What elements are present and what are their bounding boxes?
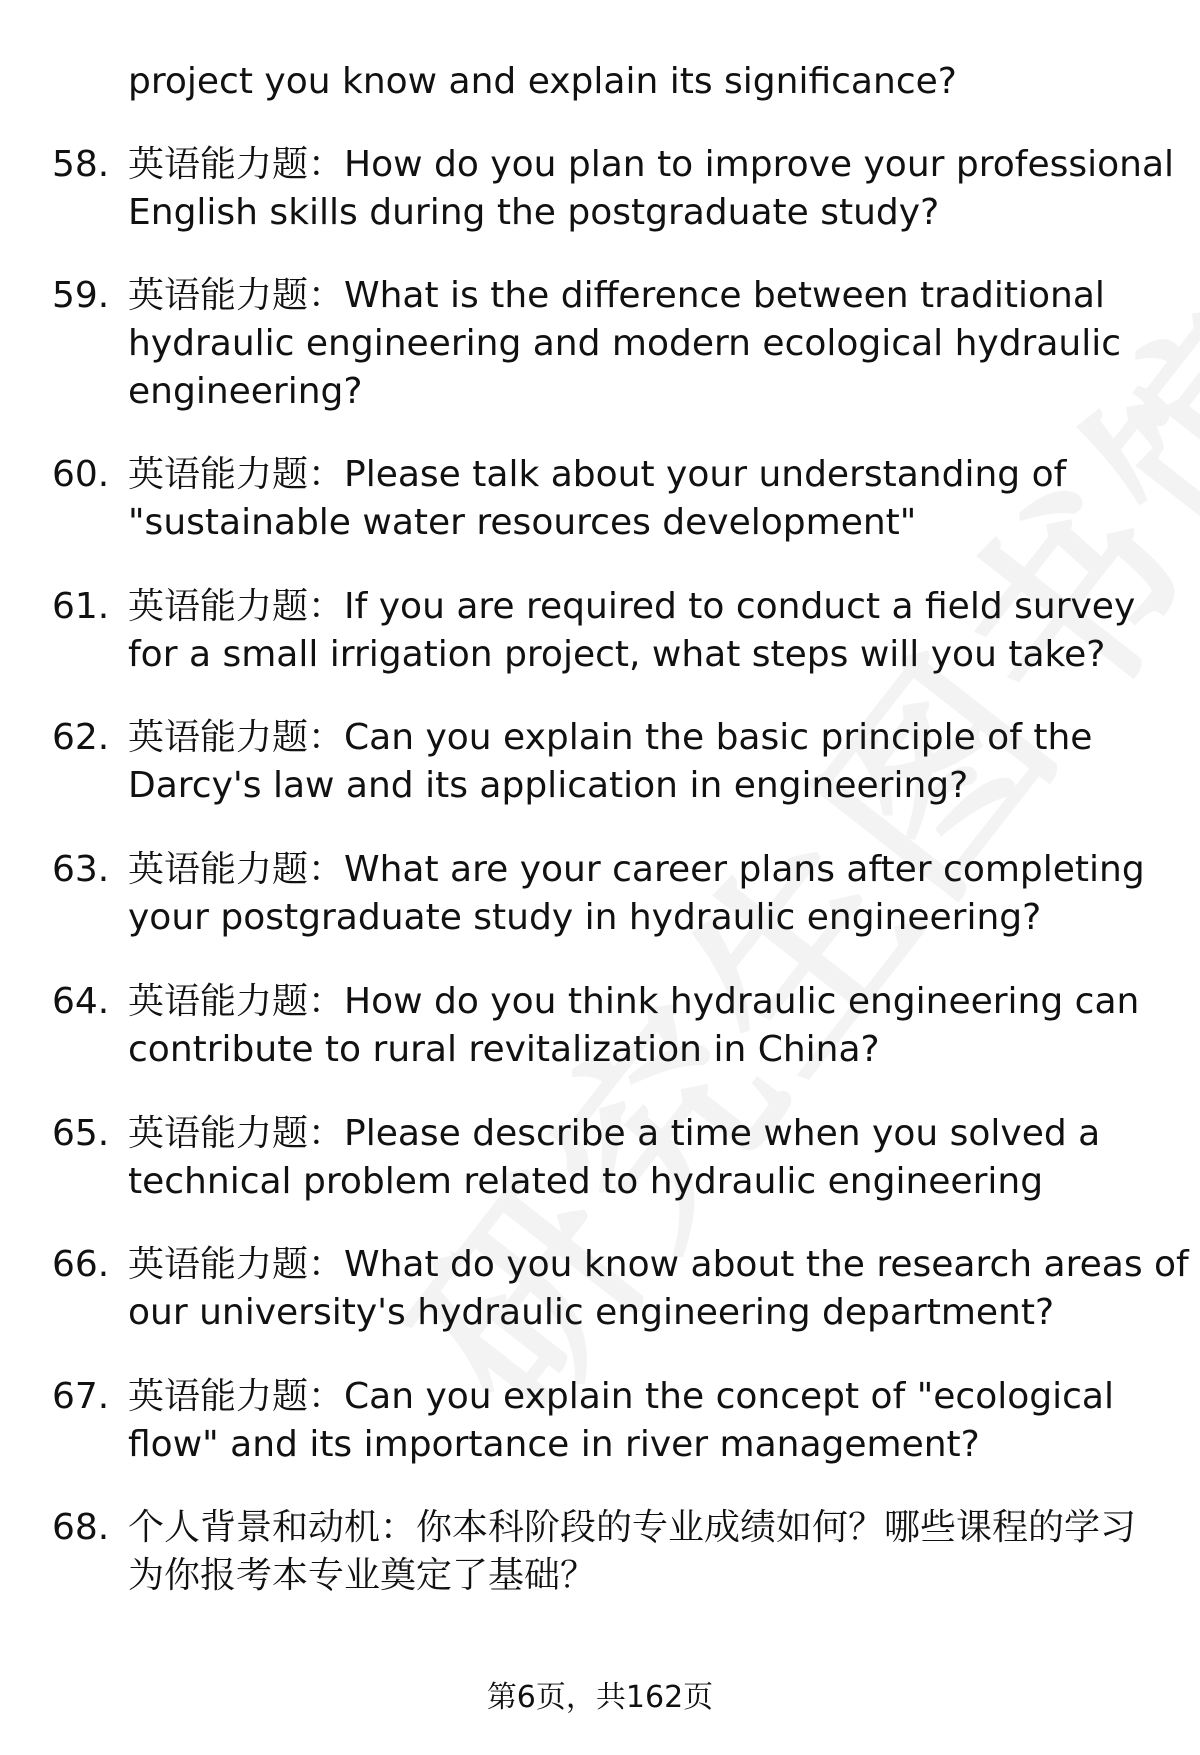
question-line: 英语能力题：Can you explain the basic principle of the [128,717,1093,758]
question-line: 英语能力题：Please describe a time when you solved a [128,1113,1101,1154]
question-item [52,1241,1189,1337]
question-line: 英语能力题：If you are required to conduct a field survey [128,586,1136,627]
question-line: our university's hydraulic engineering department? [128,1292,1055,1333]
question-number: 58. [52,144,110,185]
question-number: 68. [52,1507,110,1548]
question-line: 为你报考本专业奠定了基础？ [128,1555,597,1596]
question-item [52,714,1162,810]
question-item [52,1110,1162,1206]
question-line: 英语能力题：What is the difference between traditional [128,275,1105,316]
page-footer: 第6页，共162页 [486,1680,714,1715]
question-line: for a small irrigation project, what steps will you take? [128,634,1106,675]
question-line: "sustainable water resources development" [128,502,917,543]
question-number: 64. [52,981,110,1022]
question-item [52,846,1162,942]
question-line: 英语能力题：What do you know about the research areas of [128,1244,1189,1285]
question-item [52,451,1162,547]
question-line: English skills during the postgraduate study? [128,192,940,233]
question-number: 67. [52,1376,110,1417]
question-line: 个人背景和动机：你本科阶段的专业成绩如何？哪些课程的学习 [128,1507,1137,1548]
question-line: engineering? [128,371,363,412]
question-item [52,978,1162,1074]
question-line: Darcy's law and its application in engineering? [128,765,969,806]
continuation-line: project you know and explain its significance? [128,61,957,102]
question-line: hydraulic engineering and modern ecological hydraulic [128,323,1122,364]
question-number: 63. [52,849,110,890]
question-line: 英语能力题：Can you explain the concept of "ecological [128,1376,1114,1417]
question-line: your postgraduate study in hydraulic engineering? [128,897,1042,938]
question-number: 66. [52,1244,110,1285]
question-line: 英语能力题：How do you plan to improve your professional [128,144,1175,185]
question-item [52,583,1162,679]
question-line: 英语能力题：How do you think hydraulic engineering can [128,981,1140,1022]
question-number: 62. [52,717,110,758]
question-line: contribute to rural revitalization in China? [128,1029,880,1070]
question-line: 英语能力题：Please talk about your understanding of [128,454,1067,495]
question-line: technical problem related to hydraulic engineering [128,1161,1044,1202]
question-number: 61. [52,586,110,627]
question-number: 65. [52,1113,110,1154]
question-number: 60. [52,454,110,495]
question-line: 英语能力题：What are your career plans after completing [128,849,1145,890]
question-number: 59. [52,275,110,316]
question-item [52,272,1162,416]
question-line: flow" and its importance in river management? [128,1424,980,1465]
question-item [52,1373,1162,1469]
question-item [52,1504,1162,1600]
question-item [52,141,1175,237]
